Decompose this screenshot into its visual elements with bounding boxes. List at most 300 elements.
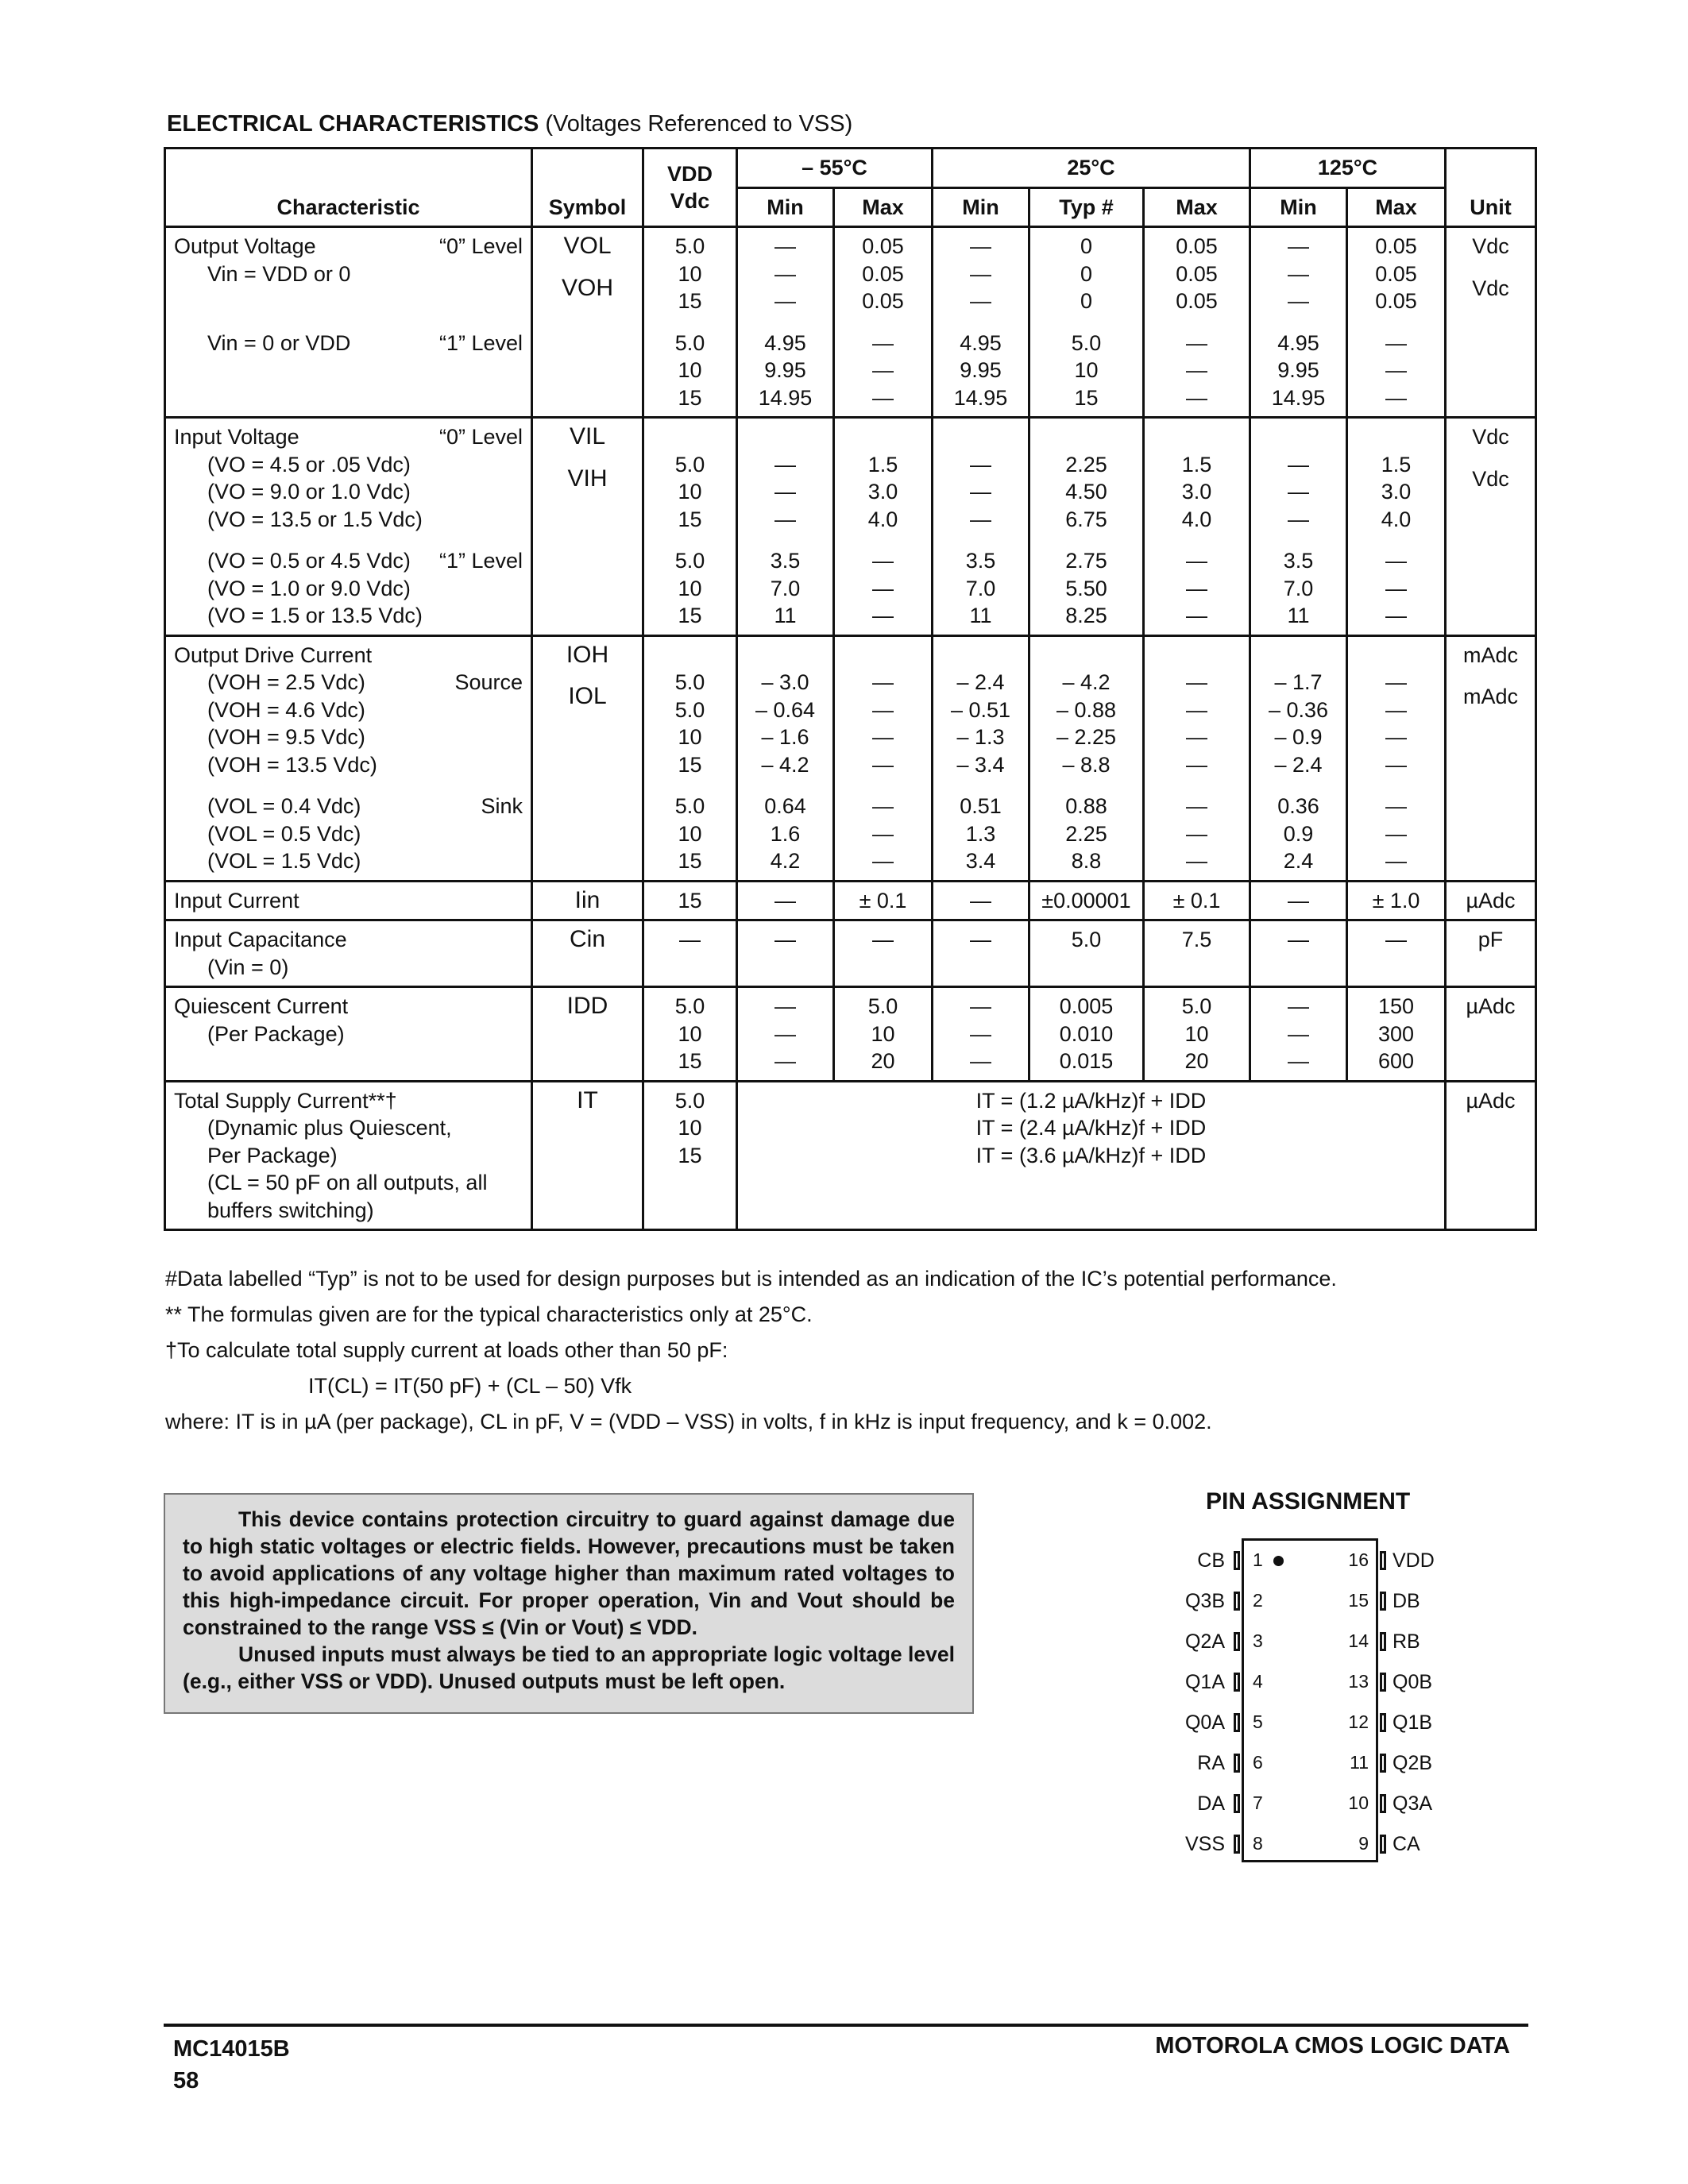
table-value: 5.0 — [1181, 994, 1212, 1018]
pin-name-right: Q2B — [1393, 1752, 1433, 1774]
table-value: 7.0 — [1283, 576, 1314, 600]
table-value: 5.0 — [1071, 330, 1102, 355]
warning-paragraph-1: This device contains protection circuitry to guard against damage due to high static voltages or electric fields. However, precautions must be taken to avoid applications of any voltage higher than maximum rated voltages to this high-impedance circuit. For proper operation, Vin and Vout should be constrained to the range VSS ≤ (Vin or Vout) ≤ VDD. — [183, 1507, 955, 1639]
vdd-cell — [643, 635, 737, 881]
vdd-cell — [643, 227, 737, 418]
table-value: — — [774, 928, 796, 951]
symbol-cell — [532, 1081, 643, 1230]
table-value: 9.95 — [960, 358, 1002, 382]
characteristic-condition: Sink — [481, 794, 523, 818]
table-value: 8.8 — [1071, 849, 1102, 873]
characteristic-text: (VO = 0.5 or 4.5 Vdc) — [207, 549, 411, 573]
table-value: – 0.51 — [950, 697, 1011, 722]
symbol-cell — [532, 418, 643, 636]
table-value: — — [774, 1021, 796, 1046]
table-value: — — [970, 1049, 991, 1073]
table-value: 3.5 — [770, 549, 801, 573]
typ25-cell — [1029, 418, 1144, 636]
table-value: 3.0 — [1181, 480, 1212, 504]
spacer — [935, 954, 1026, 982]
vdc-label: Vdc — [670, 189, 710, 213]
symbol-cell — [532, 881, 643, 920]
table-value: — — [872, 821, 894, 846]
table-value: 0.05 — [1176, 289, 1218, 313]
pin-number-right: 16 — [1348, 1549, 1369, 1570]
table-value: — — [872, 604, 894, 627]
table-value: 15 — [678, 849, 702, 873]
max25-cell — [1144, 227, 1250, 418]
spacer — [1146, 954, 1247, 982]
table-value: 5.0 — [674, 1088, 705, 1113]
unit-cell — [1446, 227, 1536, 418]
table-value: 300 — [1377, 1021, 1415, 1046]
spacer — [1146, 423, 1247, 451]
block — [1032, 233, 1141, 315]
table-value: 14.95 — [758, 385, 813, 410]
characteristic-cell — [165, 1081, 532, 1230]
table-value: — — [1186, 604, 1207, 627]
supply-formula-line: IT = (3.6 µA/kHz)f + IDD — [975, 1143, 1207, 1167]
table-value: 20 — [871, 1049, 895, 1073]
block — [836, 547, 929, 630]
table-value: — — [1385, 358, 1407, 382]
characteristic-text: (VOH = 13.5 Vdc) — [207, 752, 377, 777]
table-value: 7.0 — [965, 576, 996, 600]
characteristic-text: Per Package) — [207, 1143, 338, 1167]
pin-number-left: 8 — [1253, 1833, 1263, 1854]
table-value: — — [872, 697, 894, 722]
table-value: — — [1186, 752, 1207, 777]
min55-cell — [737, 635, 834, 881]
table-value: 600 — [1377, 1049, 1415, 1073]
table-value: — — [1385, 725, 1407, 749]
table-value: — — [1385, 604, 1407, 627]
table-value: — — [774, 234, 796, 258]
pin-stub — [1234, 1754, 1240, 1773]
symbol-cell — [532, 227, 643, 418]
table-value: — — [1385, 821, 1407, 846]
unit-text: Vdc — [1472, 276, 1509, 300]
block — [646, 547, 734, 630]
symbol-text: VIL — [569, 423, 606, 450]
pin-name-left: CB — [1197, 1549, 1225, 1572]
table-value: 0.51 — [960, 794, 1002, 818]
table-value: 10 — [1184, 1021, 1209, 1046]
table-value: 15 — [678, 752, 702, 777]
table-value: — — [872, 330, 894, 355]
spacer — [740, 954, 831, 982]
max125-cell — [1347, 635, 1446, 881]
max125-cell — [1347, 227, 1446, 418]
characteristic-text: (VO = 1.0 or 9.0 Vdc) — [207, 576, 411, 600]
typ25-cell — [1029, 920, 1144, 987]
warning-paragraph-2: Unused inputs must always be tied to an appropriate logic voltage level (e.g., either VSS or VDD). Unused outputs must be left open. — [183, 1642, 955, 1693]
block — [1448, 233, 1533, 260]
characteristic-line — [174, 847, 523, 875]
characteristic-line — [174, 793, 523, 820]
pin-name-right: Q0B — [1393, 1671, 1433, 1693]
pin-name-left: DA — [1197, 1792, 1225, 1815]
table-value: 11 — [969, 604, 992, 627]
block — [174, 547, 523, 630]
table-value: — — [1288, 994, 1309, 1018]
table-value: 10 — [678, 725, 702, 749]
page-heading — [167, 111, 852, 137]
table-value: – 2.25 — [1056, 725, 1117, 749]
characteristic-cell — [165, 920, 532, 987]
col-header-vdd — [643, 149, 737, 227]
max55-cell — [834, 227, 933, 418]
table-value: 0.05 — [862, 289, 904, 313]
table-value: 150 — [1377, 994, 1415, 1018]
block — [740, 423, 831, 533]
max125-cell — [1347, 987, 1446, 1082]
table-value: — — [970, 480, 991, 504]
pin-number-left: 3 — [1253, 1630, 1263, 1651]
spacer — [836, 642, 929, 669]
footer-left — [173, 2033, 290, 2097]
characteristic-cell — [165, 987, 532, 1082]
table-value: 15 — [678, 1049, 702, 1073]
table-value: 2.4 — [1283, 849, 1314, 873]
spacer — [1253, 642, 1344, 669]
pin-number-left: 5 — [1253, 1711, 1263, 1732]
table-value: 15 — [678, 604, 702, 627]
block — [935, 926, 1026, 981]
characteristic-text: (VOH = 9.5 Vdc) — [207, 725, 365, 749]
spacer — [740, 642, 831, 669]
table-value: — — [970, 261, 991, 286]
table-value: — — [1288, 480, 1309, 504]
calc-note: †To calculate total supply current at loads other than 50 pF: — [165, 1338, 728, 1362]
table-value: 0.05 — [1176, 234, 1218, 258]
table-value: 3.4 — [965, 849, 996, 873]
table-value: – 1.3 — [956, 725, 1005, 749]
col-header-unit: Unit — [1446, 149, 1536, 227]
spacer — [646, 954, 734, 982]
vdd-cell — [643, 987, 737, 1082]
block — [646, 793, 734, 875]
table-value: 0 — [1080, 289, 1093, 313]
table-value: — — [1186, 697, 1207, 722]
heading-title: ELECTRICAL CHARACTERISTICS — [167, 111, 539, 137]
characteristic-text: (CL = 50 pF on all outputs, all — [207, 1171, 488, 1194]
table-value: — — [970, 1021, 991, 1046]
pin-name-right: Q1B — [1393, 1711, 1433, 1734]
table-value: 2.25 — [1065, 452, 1107, 477]
min25-cell — [933, 635, 1029, 881]
characteristic-line — [174, 287, 523, 315]
block — [1146, 547, 1247, 630]
table-value: — — [970, 994, 991, 1018]
pin-stub — [1380, 1794, 1386, 1813]
table-row — [165, 635, 1536, 881]
characteristic-text: (Vin = 0) — [207, 955, 289, 979]
block — [174, 926, 523, 981]
unit-cell — [1446, 635, 1536, 881]
characteristic-line — [174, 887, 523, 915]
table-value: — — [1385, 697, 1407, 722]
table-value: — — [1186, 849, 1207, 873]
pin-number-left: 4 — [1253, 1671, 1263, 1692]
pin-number-left: 2 — [1253, 1590, 1263, 1611]
characteristic-text: (VOH = 4.6 Vdc) — [207, 697, 365, 722]
table-value: – 4.2 — [1062, 670, 1111, 694]
table-value: — — [1385, 549, 1407, 573]
characteristic-text: Vin = VDD or 0 — [207, 261, 351, 286]
table-value: — — [1288, 1049, 1309, 1073]
block — [1032, 993, 1141, 1075]
block — [1253, 233, 1344, 315]
header-row-1 — [165, 149, 1536, 188]
block — [174, 887, 523, 915]
col-header-max: Max — [834, 187, 933, 227]
characteristic-cell — [165, 418, 532, 636]
block — [535, 993, 640, 1021]
table-value: 0.36 — [1277, 794, 1319, 818]
table-value: 5.0 — [674, 452, 705, 477]
pin-name-left: Q2A — [1184, 1630, 1225, 1653]
pin-name-left: VSS — [1184, 1833, 1225, 1855]
table-value: — — [1385, 928, 1407, 951]
characteristic-text: (VO = 1.5 or 13.5 Vdc) — [207, 604, 423, 627]
block — [1253, 926, 1344, 981]
table-value: — — [872, 752, 894, 777]
col-header-symbol: Symbol — [532, 149, 643, 227]
table-value: – 1.7 — [1274, 670, 1323, 694]
table-value: — — [872, 670, 894, 694]
table-value: ± 0.1 — [859, 888, 907, 913]
block — [1032, 926, 1141, 981]
table-value: 15 — [678, 1143, 702, 1167]
pin-stub — [1234, 1632, 1240, 1651]
block — [174, 642, 523, 779]
table-row — [165, 881, 1536, 920]
characteristic-text: (Per Package) — [207, 1021, 345, 1046]
max25-cell — [1144, 920, 1250, 987]
vdd-label: VDD — [666, 161, 713, 186]
block — [1032, 330, 1141, 412]
unit-cell — [1446, 881, 1536, 920]
table-value: 5.0 — [674, 697, 705, 722]
block — [646, 423, 734, 533]
unit-text: mAdc — [1462, 642, 1519, 667]
table-value: — — [970, 452, 991, 477]
pin-name-right: CA — [1393, 1833, 1420, 1855]
characteristic-line — [174, 330, 523, 357]
characteristic-line — [174, 642, 523, 669]
spacer — [1146, 642, 1247, 669]
max55-cell — [834, 635, 933, 881]
pin-stub — [1380, 1835, 1386, 1854]
table-value: 0.05 — [862, 234, 904, 258]
block — [1146, 233, 1247, 315]
table-value: – 3.4 — [956, 752, 1005, 777]
block — [935, 642, 1026, 779]
table-value: — — [872, 549, 894, 573]
min25-cell — [933, 227, 1029, 418]
pin-stub — [1234, 1551, 1240, 1570]
characteristic-condition: “0” Level — [438, 234, 523, 258]
table-notes — [165, 1261, 1337, 1440]
table-value: 4.50 — [1065, 480, 1107, 504]
block — [1448, 926, 1533, 954]
unit-text: pF — [1477, 928, 1504, 951]
footer-part-number: MC14015B — [173, 2036, 290, 2062]
block — [1146, 642, 1247, 779]
characteristic-line — [174, 926, 523, 954]
block — [1350, 642, 1443, 779]
characteristic-text: Input Capacitance — [174, 928, 347, 951]
block — [740, 887, 831, 915]
table-value: 15 — [678, 507, 702, 531]
block — [646, 887, 734, 915]
table-value: — — [1186, 549, 1207, 573]
block — [535, 683, 640, 711]
min125-cell — [1250, 920, 1347, 987]
pin1-indicator-dot — [1273, 1556, 1284, 1566]
table-value: 6.75 — [1065, 507, 1107, 531]
block — [740, 330, 831, 412]
max25-cell — [1144, 881, 1250, 920]
table-value: 3.5 — [965, 549, 996, 573]
characteristic-text: (VOL = 0.5 Vdc) — [207, 821, 361, 846]
block — [1032, 423, 1141, 533]
vdd-cell — [643, 881, 737, 920]
formula-note: ** The formulas given are for the typical characteristics only at 25°C. — [165, 1302, 813, 1326]
characteristic-text — [174, 287, 207, 315]
spacer — [1350, 954, 1443, 982]
table-value: 2.25 — [1065, 821, 1107, 846]
table-value: 20 — [1184, 1049, 1209, 1073]
block — [836, 887, 929, 915]
characteristic-line — [174, 993, 523, 1021]
table-value: 4.0 — [867, 507, 898, 531]
table-value: — — [872, 849, 894, 873]
table-value: — — [1186, 330, 1207, 355]
characteristic-line — [174, 547, 523, 575]
block — [836, 993, 929, 1075]
characteristic-line — [174, 751, 523, 779]
block — [1032, 887, 1141, 915]
block — [1448, 993, 1533, 1021]
max55-cell — [834, 987, 933, 1082]
table-value: — — [1186, 725, 1207, 749]
table-value: 0.88 — [1065, 794, 1107, 818]
unit-cell — [1446, 987, 1536, 1082]
block — [646, 233, 734, 315]
symbol-text: IT — [577, 1086, 598, 1113]
supply-formula-line: IT = (2.4 µA/kHz)f + IDD — [975, 1116, 1207, 1140]
unit-text: Vdc — [1472, 234, 1509, 258]
block — [836, 642, 929, 779]
min125-cell — [1250, 418, 1347, 636]
vdd-cell — [643, 920, 737, 987]
table-value: 5.0 — [674, 549, 705, 573]
block — [935, 423, 1026, 533]
unit-text: µAdc — [1466, 1088, 1516, 1113]
characteristic-text: (VOL = 1.5 Vdc) — [207, 849, 361, 873]
table-value: — — [774, 1049, 796, 1073]
table-value: — — [970, 928, 991, 951]
table-value: — — [774, 452, 796, 477]
table-value: 1.6 — [770, 821, 801, 846]
col-header-25c: 25°C — [933, 149, 1250, 188]
block — [1448, 887, 1533, 915]
block — [174, 793, 523, 875]
spacer — [1350, 642, 1443, 669]
table-value: 9.95 — [764, 358, 806, 382]
table-row — [165, 418, 1536, 636]
block — [836, 793, 929, 875]
min25-cell — [933, 881, 1029, 920]
min55-cell — [737, 418, 834, 636]
unit-text: µAdc — [1466, 994, 1516, 1018]
table-value: — — [1186, 821, 1207, 846]
pin-number-right: 14 — [1348, 1630, 1369, 1651]
col-header-min: Min — [1250, 187, 1347, 227]
table-value: ±0.00001 — [1041, 888, 1131, 913]
block — [935, 233, 1026, 315]
table-value: 5.50 — [1065, 576, 1107, 600]
block — [535, 275, 640, 303]
block — [740, 642, 831, 779]
table-row-supply-current — [165, 1081, 1536, 1230]
table-value: — — [1288, 289, 1309, 313]
unit-cell — [1446, 418, 1536, 636]
block — [836, 926, 929, 981]
table-value: – 1.6 — [761, 725, 809, 749]
table-value: 4.95 — [960, 330, 1002, 355]
block — [1350, 993, 1443, 1075]
col-header-125c: 125°C — [1250, 149, 1446, 188]
pin-number-left: 6 — [1253, 1752, 1263, 1773]
block — [174, 233, 523, 315]
table-value: 15 — [678, 888, 702, 913]
table-value: 1.5 — [867, 452, 898, 477]
pin-name-left: RA — [1197, 1752, 1225, 1774]
pin-stub — [1380, 1754, 1386, 1773]
spacer — [1253, 954, 1344, 982]
table-value: 9.95 — [1277, 358, 1319, 382]
spacer — [1032, 642, 1141, 669]
block — [646, 926, 734, 981]
symbol-text: VIH — [567, 465, 608, 492]
table-value: 5.0 — [674, 330, 705, 355]
table-value: 10 — [678, 576, 702, 600]
characteristic-text: (Dynamic plus Quiescent, — [207, 1116, 452, 1140]
characteristic-line — [174, 478, 523, 506]
block — [740, 926, 831, 981]
block — [1032, 642, 1141, 779]
table-value: — — [970, 888, 991, 913]
table-value: 0.9 — [1283, 821, 1314, 846]
table-value: — — [1385, 752, 1407, 777]
block — [535, 642, 640, 669]
pin-name-right: VDD — [1393, 1549, 1435, 1572]
block — [1253, 423, 1344, 533]
typ25-cell — [1029, 635, 1144, 881]
table-value: 14.95 — [1271, 385, 1326, 410]
block — [1350, 926, 1443, 981]
characteristic-text: Quiescent Current — [174, 994, 349, 1018]
min55-cell — [737, 881, 834, 920]
pin-stub — [1234, 1794, 1240, 1813]
table-value: 4.2 — [770, 849, 801, 873]
table-value: 10 — [871, 1021, 895, 1046]
table-value: — — [1186, 385, 1207, 410]
spacer — [935, 423, 1026, 451]
